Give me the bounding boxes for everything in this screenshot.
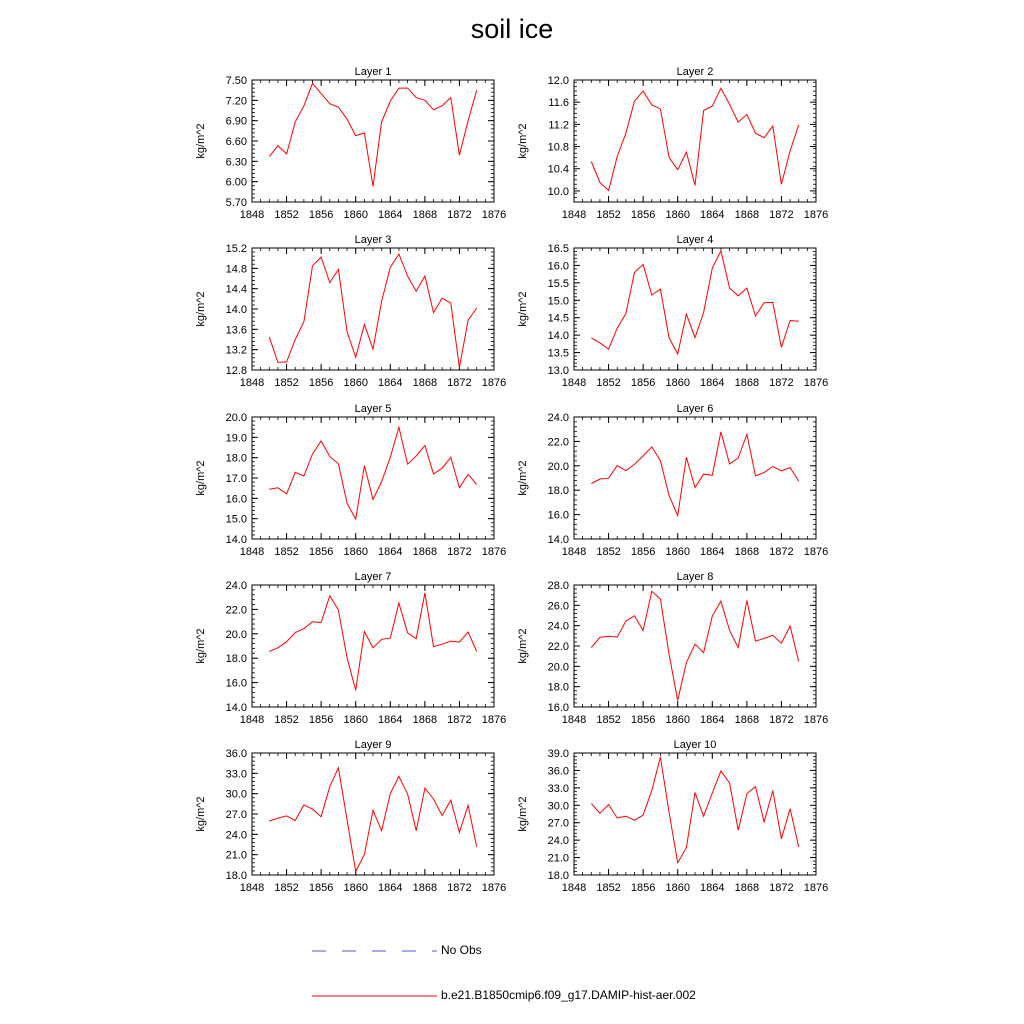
x-tick-label: 1868 — [412, 882, 438, 894]
plot-frame — [574, 248, 816, 370]
y-tick-label: 16.0 — [225, 677, 247, 690]
x-tick-label: 1848 — [239, 377, 265, 389]
y-tick-label: 20.0 — [547, 661, 569, 674]
panel-title: Layer 1 — [354, 66, 392, 78]
x-tick-label: 1876 — [481, 546, 507, 558]
series-line — [269, 427, 476, 519]
y-tick-label: 24.0 — [547, 835, 569, 848]
y-tick-label: 14.8 — [225, 263, 247, 276]
y-tick-label: 6.00 — [225, 176, 247, 189]
y-tick-label: 18.0 — [547, 681, 569, 694]
y-axis-label: kg/m^2 — [195, 460, 207, 496]
y-tick-label: 13.5 — [547, 347, 569, 360]
x-tick-label: 1864 — [378, 714, 403, 726]
x-tick-label: 1848 — [239, 209, 265, 221]
x-tick-label: 1868 — [734, 714, 760, 726]
y-tick-label: 15.5 — [547, 277, 569, 290]
y-tick-label: 15.0 — [225, 513, 247, 526]
y-tick-label: 15.2 — [225, 243, 247, 255]
y-tick-label: 14.0 — [547, 534, 569, 546]
panel-6 — [517, 403, 828, 558]
figure-title: soil ice — [470, 14, 554, 44]
y-tick-label: 22.0 — [547, 641, 569, 653]
x-tick-label: 1852 — [274, 209, 299, 221]
y-tick-label: 12.8 — [225, 365, 247, 377]
y-tick-label: 14.0 — [225, 304, 247, 316]
y-axis-label: kg/m^2 — [517, 123, 529, 159]
x-tick-label: 1860 — [665, 882, 690, 894]
panel-7 — [195, 571, 506, 726]
x-tick-label: 1864 — [700, 546, 725, 558]
y-tick-label: 16.5 — [547, 243, 569, 255]
x-tick-label: 1868 — [412, 714, 438, 726]
y-tick-label: 22.0 — [225, 604, 247, 617]
y-axis-label: kg/m^2 — [195, 796, 207, 832]
x-tick-label: 1868 — [734, 882, 760, 894]
x-tick-label: 1860 — [343, 714, 368, 726]
panel-title: Layer 2 — [676, 66, 714, 78]
panel-title: Layer 4 — [676, 234, 714, 246]
y-tick-label: 20.0 — [225, 412, 247, 424]
x-tick-label: 1848 — [239, 546, 265, 558]
y-tick-label: 17.0 — [225, 473, 247, 485]
series-line — [591, 88, 798, 190]
x-tick-label: 1848 — [561, 882, 587, 894]
x-tick-label: 1856 — [308, 546, 334, 558]
x-tick-label: 1868 — [734, 546, 760, 558]
x-tick-label: 1856 — [630, 546, 656, 558]
y-tick-label: 11.2 — [548, 119, 569, 132]
y-axis-label: kg/m^2 — [517, 628, 529, 664]
x-tick-label: 1876 — [803, 377, 829, 389]
panel-9 — [195, 739, 506, 894]
x-tick-label: 1864 — [378, 546, 403, 558]
panel-title: Layer 7 — [354, 571, 392, 583]
panel-title: Layer 8 — [676, 571, 714, 583]
x-tick-label: 1860 — [343, 377, 368, 389]
x-tick-label: 1864 — [378, 377, 403, 389]
plot-frame — [252, 585, 494, 707]
y-tick-label: 13.2 — [225, 344, 247, 357]
x-tick-label: 1872 — [769, 209, 794, 221]
y-tick-label: 24.0 — [547, 412, 569, 424]
x-tick-label: 1852 — [596, 209, 621, 221]
x-tick-label: 1876 — [481, 377, 507, 389]
x-tick-label: 1848 — [239, 714, 265, 726]
x-tick-label: 1872 — [769, 377, 794, 389]
x-tick-label: 1848 — [561, 546, 587, 558]
y-tick-label: 21.0 — [225, 849, 247, 862]
series-line — [591, 757, 798, 863]
x-tick-label: 1848 — [561, 209, 587, 221]
y-tick-label: 14.4 — [225, 283, 247, 296]
y-tick-label: 30.0 — [225, 788, 247, 801]
panel-title: Layer 9 — [354, 739, 392, 751]
y-tick-label: 18.0 — [547, 870, 569, 882]
series-line — [269, 593, 476, 690]
panels-group — [195, 66, 828, 894]
x-tick-label: 1856 — [630, 209, 656, 221]
x-tick-label: 1860 — [665, 546, 690, 558]
y-tick-label: 18.0 — [225, 452, 247, 465]
plot-frame — [252, 417, 494, 539]
series-line — [591, 251, 798, 354]
x-tick-label: 1876 — [481, 882, 507, 894]
x-tick-label: 1856 — [308, 377, 334, 389]
y-tick-label: 16.0 — [547, 702, 569, 714]
y-tick-label: 24.0 — [547, 620, 569, 633]
x-tick-label: 1872 — [769, 882, 794, 894]
plot-frame — [574, 417, 816, 539]
x-tick-label: 1864 — [700, 377, 725, 389]
y-tick-label: 36.0 — [547, 765, 569, 778]
y-axis-label: kg/m^2 — [517, 291, 529, 327]
y-axis-label: kg/m^2 — [195, 291, 207, 327]
x-tick-label: 1852 — [596, 714, 621, 726]
y-tick-label: 11.6 — [548, 97, 569, 110]
x-tick-label: 1876 — [803, 546, 829, 558]
x-tick-label: 1868 — [734, 209, 760, 221]
x-tick-label: 1852 — [274, 714, 299, 726]
y-tick-label: 18.0 — [225, 653, 247, 666]
y-tick-label: 16.0 — [225, 493, 247, 506]
y-tick-label: 6.60 — [225, 136, 247, 148]
y-tick-label: 14.0 — [547, 330, 569, 343]
y-axis-label: kg/m^2 — [517, 796, 529, 832]
x-tick-label: 1848 — [239, 882, 265, 894]
panel-title: Layer 5 — [354, 403, 392, 415]
x-tick-label: 1852 — [596, 377, 621, 389]
x-tick-label: 1864 — [700, 714, 725, 726]
y-tick-label: 16.0 — [547, 509, 569, 522]
x-tick-label: 1852 — [274, 882, 299, 894]
y-tick-label: 27.0 — [547, 817, 569, 830]
x-tick-label: 1872 — [769, 714, 794, 726]
x-tick-label: 1864 — [378, 209, 403, 221]
x-tick-label: 1860 — [665, 209, 690, 221]
x-tick-label: 1872 — [447, 714, 472, 726]
y-tick-label: 14.5 — [547, 312, 569, 325]
x-tick-label: 1868 — [412, 546, 438, 558]
y-tick-label: 30.0 — [547, 800, 569, 813]
panel-2 — [517, 66, 828, 221]
x-tick-label: 1876 — [481, 714, 507, 726]
y-tick-label: 10.8 — [547, 141, 569, 154]
series-line — [591, 591, 798, 700]
y-tick-label: 5.70 — [225, 197, 247, 209]
y-tick-label: 21.0 — [547, 852, 569, 865]
x-tick-label: 1856 — [630, 377, 656, 389]
x-tick-label: 1872 — [769, 546, 794, 558]
y-axis-label: kg/m^2 — [195, 123, 207, 159]
y-tick-label: 39.0 — [547, 748, 569, 760]
y-tick-label: 6.30 — [225, 156, 247, 169]
panel-1 — [195, 66, 506, 221]
x-tick-label: 1872 — [447, 546, 472, 558]
series-line — [591, 432, 798, 516]
x-tick-label: 1872 — [447, 377, 472, 389]
series-line — [269, 254, 476, 367]
x-tick-label: 1860 — [343, 209, 368, 221]
series-line — [269, 768, 476, 872]
y-tick-label: 27.0 — [225, 809, 247, 821]
x-tick-label: 1876 — [803, 209, 829, 221]
x-tick-label: 1876 — [803, 882, 829, 894]
y-tick-label: 6.90 — [225, 115, 247, 128]
y-tick-label: 10.0 — [547, 185, 569, 198]
y-tick-label: 28.0 — [547, 580, 569, 592]
x-tick-label: 1860 — [343, 882, 368, 894]
x-tick-label: 1860 — [665, 714, 690, 726]
x-tick-label: 1856 — [308, 714, 334, 726]
y-tick-label: 33.0 — [547, 782, 569, 795]
x-tick-label: 1860 — [343, 546, 368, 558]
y-axis-label: kg/m^2 — [517, 460, 529, 496]
panel-title: Layer 3 — [354, 234, 392, 246]
legend-model-label: b.e21.B1850cmip6.f09_g17.DAMIP-hist-aer.002 — [441, 988, 696, 1002]
x-tick-label: 1864 — [378, 882, 403, 894]
y-tick-label: 14.0 — [225, 534, 247, 546]
x-tick-label: 1868 — [734, 377, 760, 389]
plot-frame — [252, 753, 494, 875]
x-tick-label: 1852 — [596, 546, 621, 558]
y-tick-label: 18.0 — [225, 870, 247, 882]
y-tick-label: 33.0 — [225, 768, 247, 781]
y-tick-label: 13.6 — [225, 324, 247, 337]
y-tick-label: 14.0 — [225, 702, 247, 714]
y-tick-label: 36.0 — [225, 748, 247, 760]
panel-title: Layer 6 — [676, 403, 714, 415]
x-tick-label: 1860 — [665, 377, 690, 389]
y-tick-label: 13.0 — [547, 365, 569, 377]
y-tick-label: 24.0 — [225, 829, 247, 842]
y-axis-label: kg/m^2 — [195, 628, 207, 664]
panel-4 — [517, 234, 828, 389]
y-tick-label: 20.0 — [225, 628, 247, 641]
y-tick-label: 18.0 — [547, 485, 569, 498]
panel-5 — [195, 403, 506, 558]
y-tick-label: 26.0 — [547, 600, 569, 613]
x-tick-label: 1848 — [561, 377, 587, 389]
y-tick-label: 12.0 — [547, 75, 569, 87]
x-tick-label: 1856 — [308, 209, 334, 221]
x-tick-label: 1848 — [561, 714, 587, 726]
x-tick-label: 1868 — [412, 209, 438, 221]
y-tick-label: 7.20 — [225, 95, 247, 108]
panel-title: Layer 10 — [673, 739, 717, 751]
x-tick-label: 1868 — [412, 377, 438, 389]
y-tick-label: 19.0 — [225, 432, 247, 445]
x-tick-label: 1872 — [447, 209, 472, 221]
x-tick-label: 1852 — [274, 546, 299, 558]
y-tick-label: 16.0 — [547, 260, 569, 273]
x-tick-label: 1876 — [803, 714, 829, 726]
plot-frame — [574, 585, 816, 707]
panel-3 — [195, 234, 506, 389]
y-tick-label: 10.4 — [547, 163, 569, 176]
x-tick-label: 1872 — [447, 882, 472, 894]
x-tick-label: 1876 — [481, 209, 507, 221]
x-tick-label: 1856 — [308, 882, 334, 894]
legend-no-obs-label: No Obs — [441, 943, 482, 957]
x-tick-label: 1856 — [630, 882, 656, 894]
legend — [312, 951, 437, 996]
panel-10 — [517, 739, 828, 894]
series-line — [269, 83, 476, 186]
y-tick-label: 22.0 — [547, 436, 569, 449]
x-tick-label: 1856 — [630, 714, 656, 726]
x-tick-label: 1864 — [700, 882, 725, 894]
y-tick-label: 15.0 — [547, 295, 569, 308]
x-tick-label: 1852 — [274, 377, 299, 389]
x-tick-label: 1852 — [596, 882, 621, 894]
y-tick-label: 24.0 — [225, 580, 247, 592]
y-tick-label: 20.0 — [547, 460, 569, 473]
x-tick-label: 1864 — [700, 209, 725, 221]
panel-8 — [517, 571, 828, 726]
y-tick-label: 7.50 — [225, 75, 247, 87]
plot-frame — [574, 753, 816, 875]
